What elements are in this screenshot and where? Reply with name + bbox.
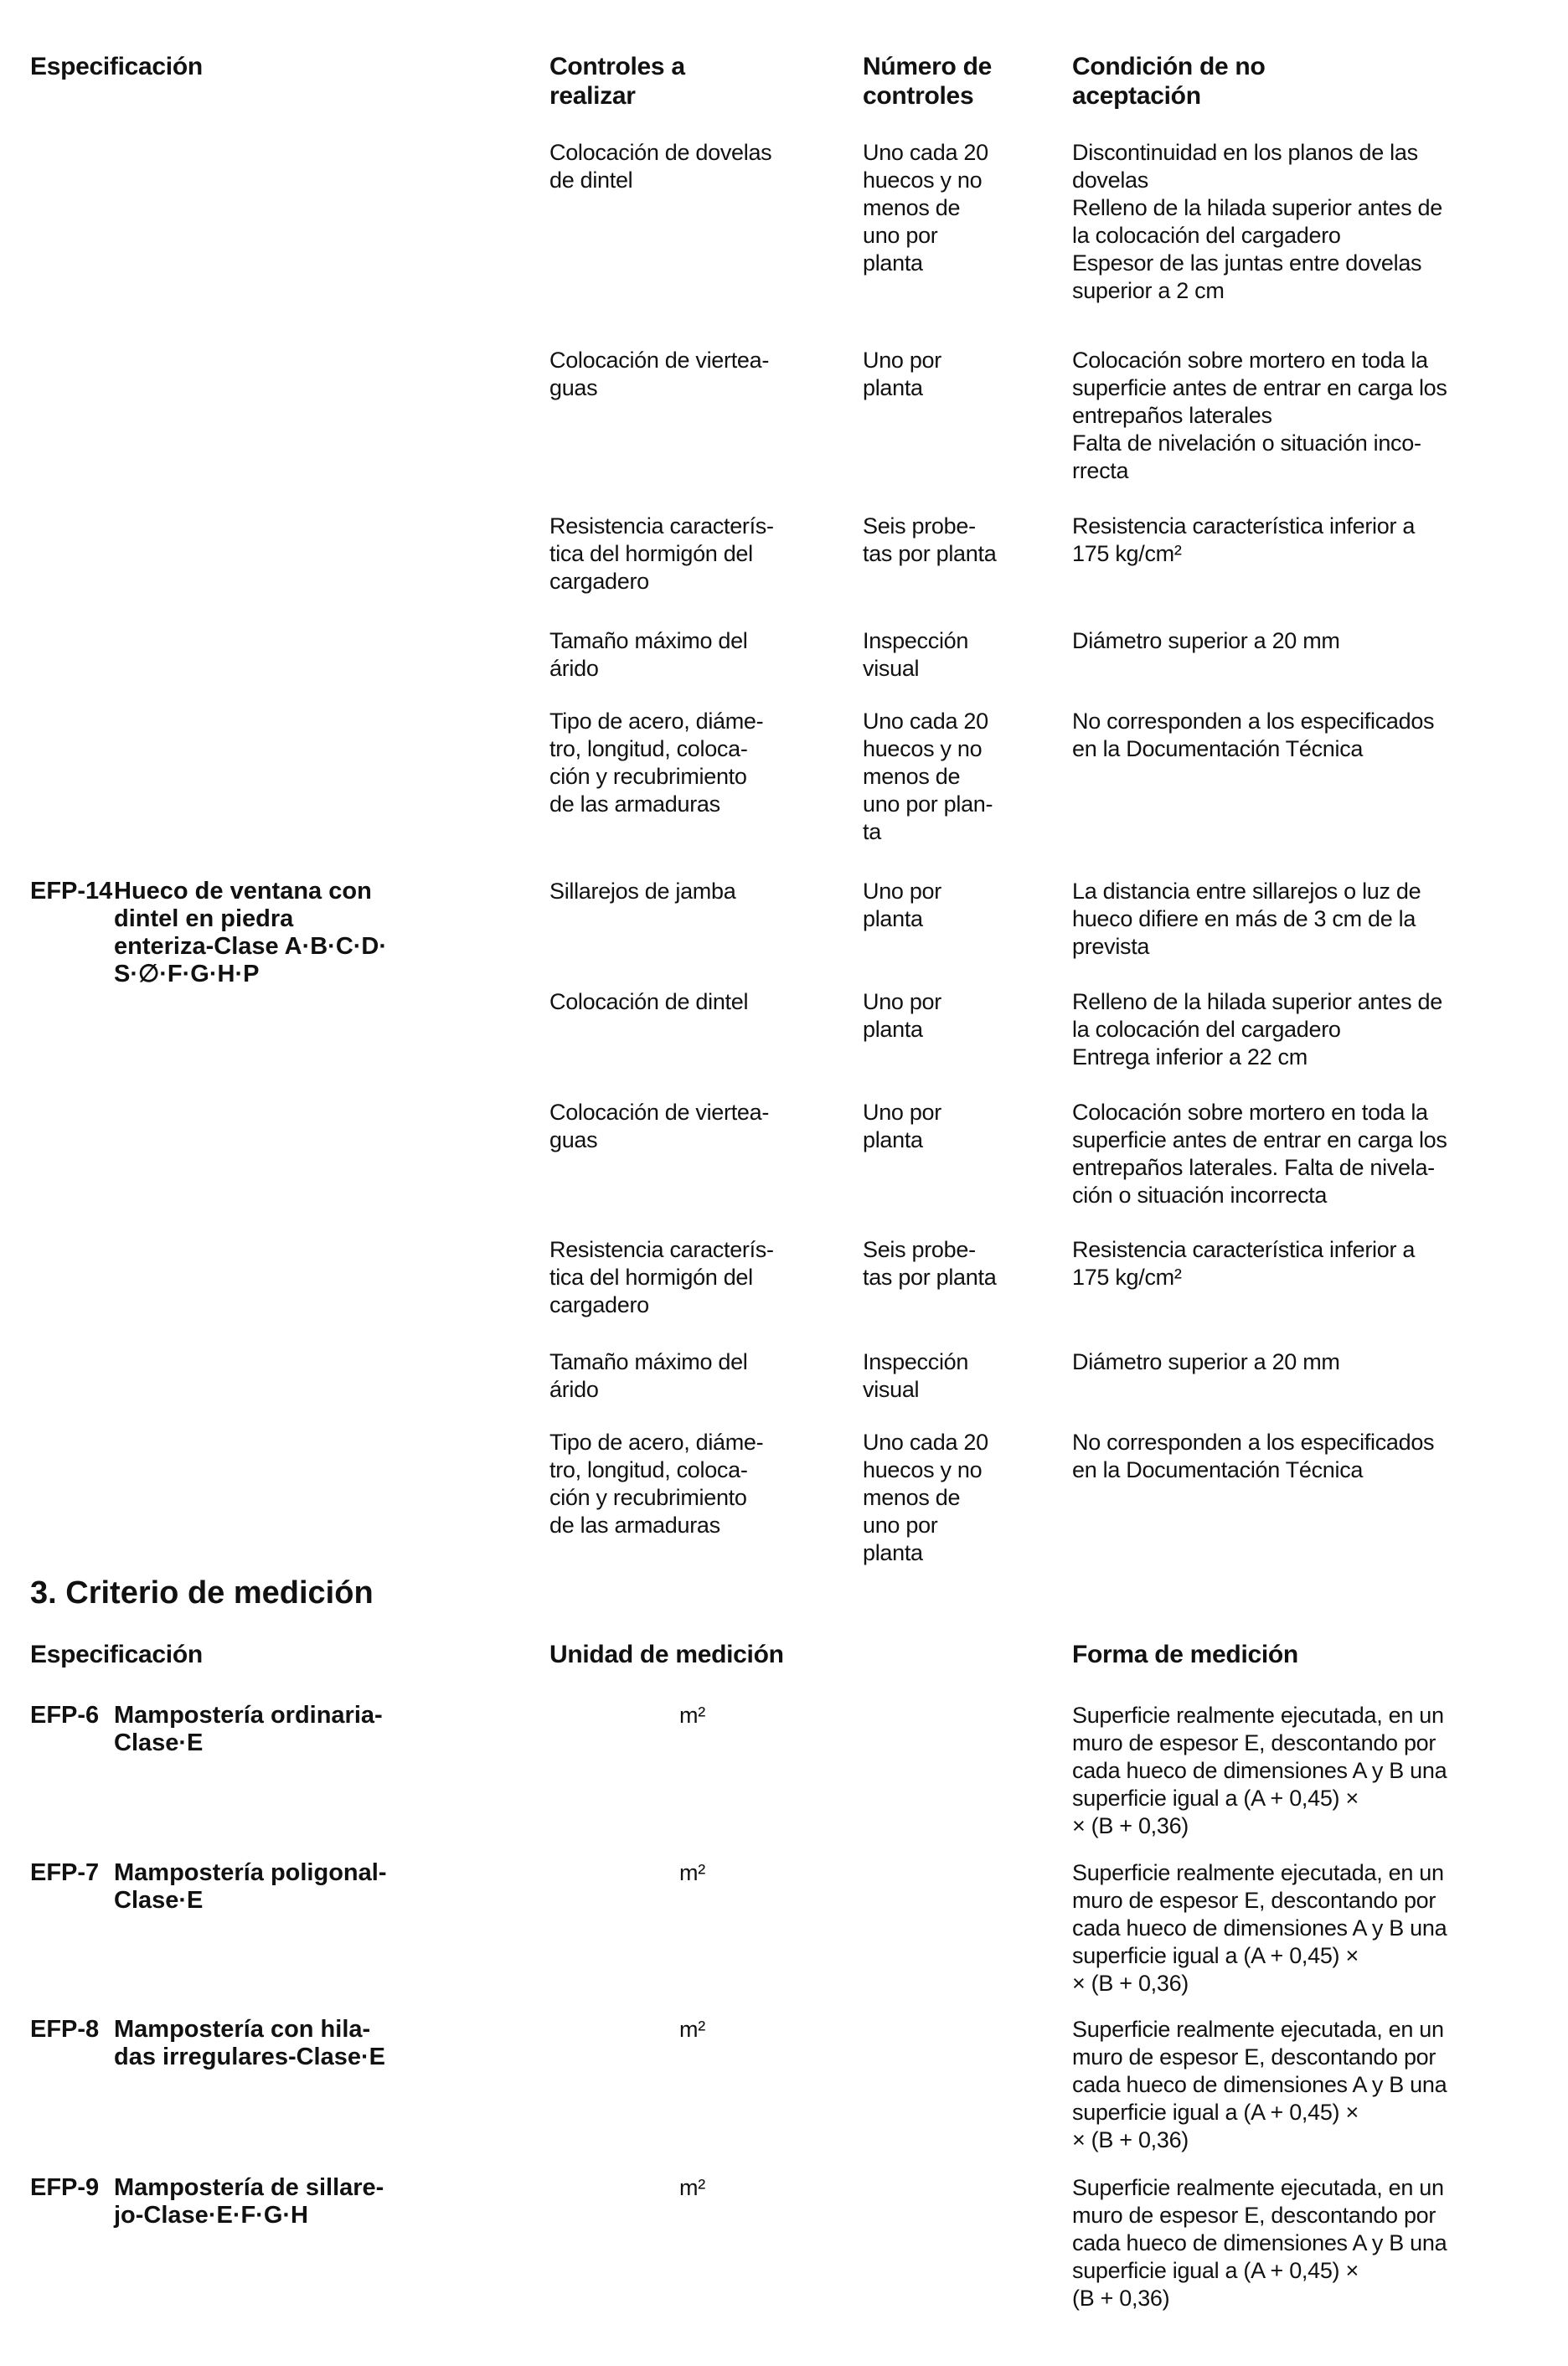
row-number: Seis probe- tas por planta <box>863 1237 997 1290</box>
measurement-unit: m² <box>679 1703 705 1728</box>
row-condition: Diámetro superior a 20 mm <box>1072 628 1340 653</box>
spec-name: Mampostería con hila- das irregulares-Clase·E <box>114 2016 385 2070</box>
row-number: Inspección visual <box>863 1349 969 1402</box>
row-condition: Discontinuidad en los planos de las dovelas Relleno de la hilada superior antes de la colocación del cargadero Espesor de las juntas entre dovelas superior a 2 cm <box>1072 140 1442 303</box>
spec-name: Mampostería poligonal- Clase·E <box>114 1859 387 1914</box>
row-number: Uno por planta <box>863 989 941 1042</box>
spec-name: Hueco de ventana con dintel en piedra enteriza-Clase A·B·C·D· S·∅·F·G·H·P <box>114 878 388 987</box>
row-control: Tamaño máximo del árido <box>549 628 748 681</box>
measurement-spec <box>30 1702 383 1757</box>
row-condition: Resistencia característica inferior a 175 kg/cm² <box>1072 513 1416 566</box>
measurement-unit: m² <box>679 1860 705 1885</box>
measurement-unit: m² <box>679 2175 705 2200</box>
row-control: Colocación de dovelas de dintel <box>549 140 772 193</box>
row-condition: Diámetro superior a 20 mm <box>1072 1349 1340 1374</box>
row-number: Uno por planta <box>863 348 941 400</box>
row-control: Tamaño máximo del árido <box>549 1349 748 1402</box>
header-condition: Condición de no aceptación <box>1072 53 1266 110</box>
row-control: Resistencia caracterís- tica del hormigón del cargadero <box>549 513 774 594</box>
spec-name: Mampostería de sillare- jo-Clase·E·F·G·H <box>114 2174 384 2229</box>
row-control: Colocación de viertea- guas <box>549 1100 770 1152</box>
spec-code: EFP-6 <box>30 1702 100 1729</box>
section-title: 3. Criterio de medición <box>30 1575 374 1611</box>
header-spec: Especificación <box>30 1641 203 1668</box>
measurement-spec <box>30 2174 384 2229</box>
measurement-spec <box>30 2016 385 2071</box>
header-spec: Especificación <box>30 53 203 80</box>
header-form: Forma de medición <box>1072 1641 1298 1668</box>
header-unit: Unidad de medición <box>549 1641 784 1668</box>
row-condition: Resistencia característica inferior a 175 kg/cm² <box>1072 1237 1416 1290</box>
row-condition: Relleno de la hilada superior antes de la colocación del cargadero Entrega inferior a 22 cm <box>1072 989 1442 1070</box>
spec-code: EFP-14 <box>30 878 113 905</box>
measurement-unit: m² <box>679 2017 705 2042</box>
header-controls: Controles a realizar <box>549 53 685 110</box>
row-number: Uno cada 20 huecos y no menos de uno por planta <box>863 1430 988 1565</box>
row-condition: La distancia entre sillarejos o luz de hueco difiere en más de 3 cm de la prevista <box>1072 879 1421 959</box>
row-control: Resistencia caracterís- tica del hormigón del cargadero <box>549 1237 774 1317</box>
spec-entry-efp14 <box>30 878 387 988</box>
spec-code: EFP-9 <box>30 2174 100 2201</box>
row-number: Uno por planta <box>863 879 941 931</box>
row-condition: Colocación sobre mortero en toda la superficie antes de entrar en carga los entrepaños laterales. Falta de nivela- ción o situación incorrecta <box>1072 1100 1447 1208</box>
measurement-form: Superficie realmente ejecutada, en un muro de espesor E, descontando por cada hueco de dimensiones A y B una superficie igual a (A + 0,45) × (B + 0,36) <box>1072 2175 1447 2311</box>
row-control: Tipo de acero, diáme- tro, longitud, coloca- ción y recubrimiento de las armaduras <box>549 1430 764 1538</box>
header-number: Número de controles <box>863 53 992 110</box>
row-control: Colocación de viertea- guas <box>549 348 770 400</box>
spec-code: EFP-8 <box>30 2016 100 2043</box>
measurement-form: Superficie realmente ejecutada, en un muro de espesor E, descontando por cada hueco de dimensiones A y B una superficie igual a (A + 0,45) × × (B + 0,36) <box>1072 1703 1447 1838</box>
row-control: Sillarejos de jamba <box>549 879 736 904</box>
row-control: Colocación de dintel <box>549 989 749 1014</box>
measurement-form: Superficie realmente ejecutada, en un muro de espesor E, descontando por cada hueco de dimensiones A y B una superficie igual a (A + 0,45) × × (B + 0,36) <box>1072 2017 1447 2152</box>
row-condition: No corresponden a los especificados en la Documentación Técnica <box>1072 709 1435 761</box>
row-number: Uno cada 20 huecos y no menos de uno por plan- ta <box>863 709 993 844</box>
measurement-spec <box>30 1859 386 1915</box>
row-condition: No corresponden a los especificados en la Documentación Técnica <box>1072 1430 1435 1482</box>
row-number: Seis probe- tas por planta <box>863 513 997 566</box>
row-number: Inspección visual <box>863 628 969 681</box>
spec-code: EFP-7 <box>30 1859 100 1886</box>
row-number: Uno cada 20 huecos y no menos de uno por planta <box>863 140 988 276</box>
spec-name: Mampostería ordinaria- Clase·E <box>114 1702 383 1756</box>
row-number: Uno por planta <box>863 1100 941 1152</box>
row-condition: Colocación sobre mortero en toda la superficie antes de entrar en carga los entrepaños laterales Falta de nivelación o situación inco- rrecta <box>1072 348 1447 483</box>
row-control: Tipo de acero, diáme- tro, longitud, coloca- ción y recubrimiento de las armaduras <box>549 709 764 817</box>
measurement-form: Superficie realmente ejecutada, en un muro de espesor E, descontando por cada hueco de dimensiones A y B una superficie igual a (A + 0,45) × × (B + 0,36) <box>1072 1860 1447 1996</box>
